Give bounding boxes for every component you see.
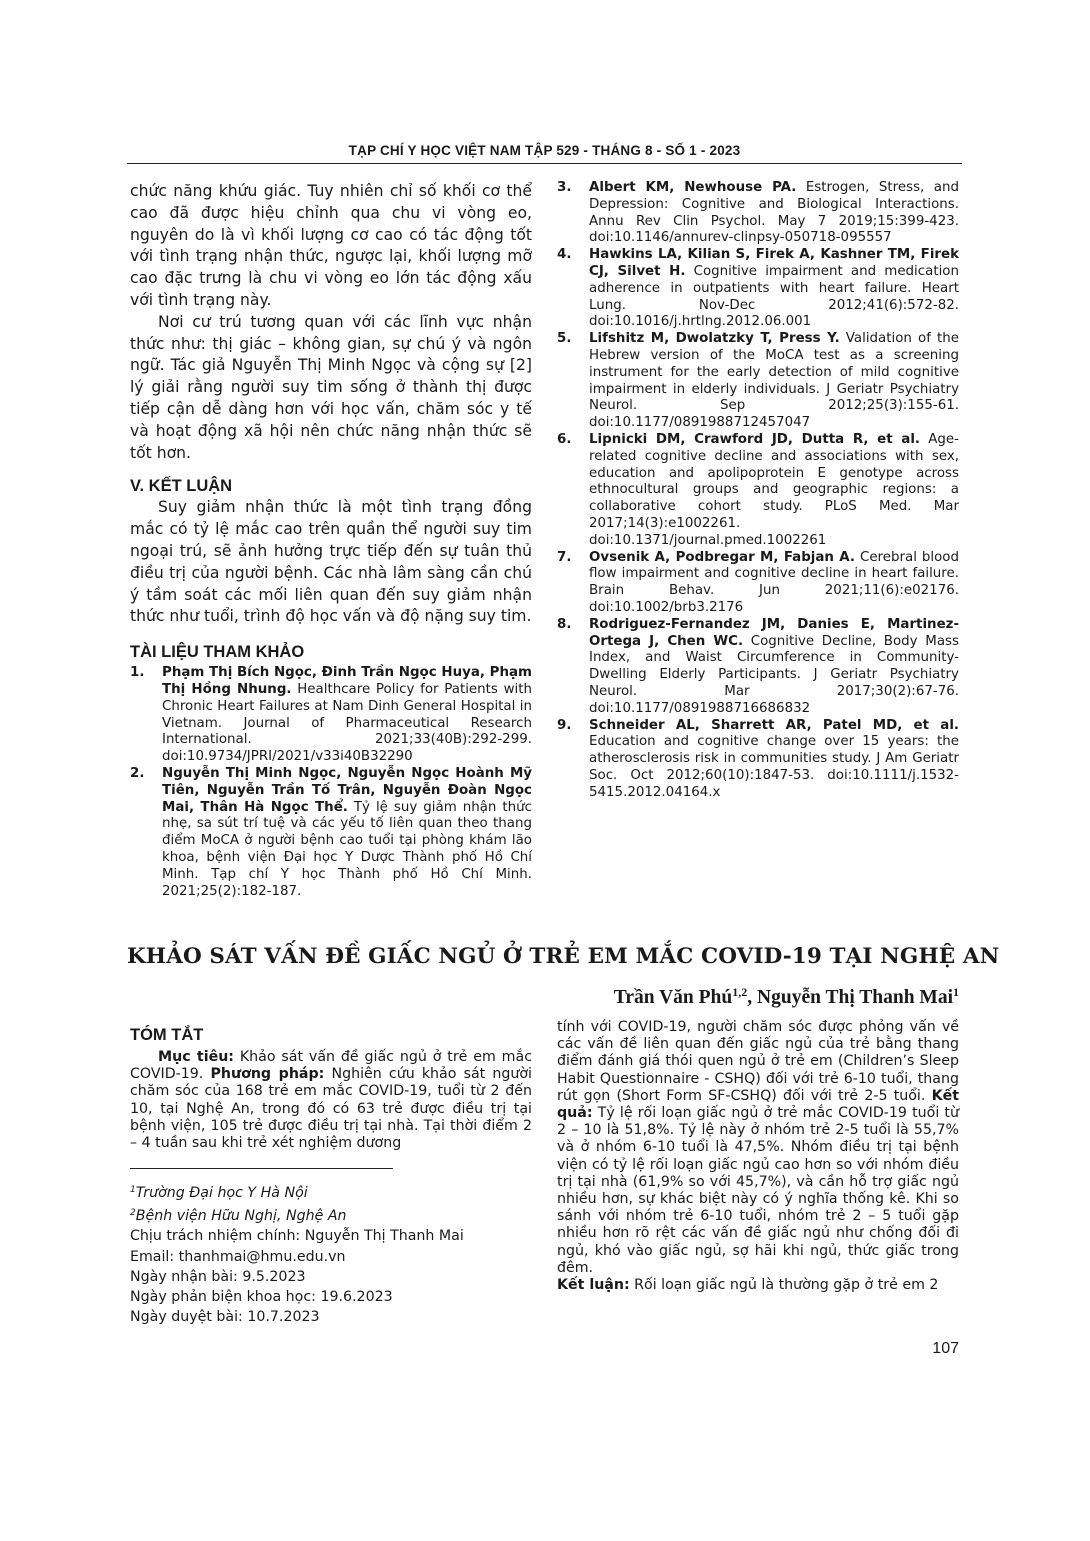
reference-authors: Lipnicki DM, Crawford JD, Dutta R, et al. (589, 431, 920, 447)
reference-authors: Schneider AL, Sharrett AR, Patel MD, et al. (589, 717, 959, 733)
reference-text: Validation of the Hebrew version of the MoCA test as a screening instrument for the early detection of mild cognitive impairment in elderly individuals. J Geriatr Psychiatry Neurol. Sep 2012;25(3):155-61. doi:10.1177/0891988712457047 (589, 331, 959, 431)
reference-list-left (130, 665, 532, 900)
reference-item (130, 766, 532, 900)
author-affiliation: 1,2 (732, 985, 748, 999)
reference-number: 2. (130, 765, 145, 781)
reference-item (557, 247, 959, 331)
reference-authors: Hawkins LA, Kilian S, Firek A, Kashner TM, Firek CJ, Silvet H. (589, 247, 959, 279)
affiliation-2 (130, 1203, 532, 1226)
responsible-author: Chịu trách nhiệm chính: Nguyễn Thị Thanh Mai (130, 1228, 464, 1245)
conclusion-text: Rối loạn giấc ngủ là thường gặp ở trẻ em 2 (629, 1277, 939, 1294)
email: Email: thanhmai@hmu.edu.vn (130, 1248, 346, 1265)
reference-number: 7. (557, 549, 572, 565)
footnotes (130, 1180, 532, 1327)
abstract-continuation (557, 1019, 959, 1277)
reference-number: 4. (557, 247, 572, 263)
reference-item (557, 718, 959, 802)
reference-item (130, 665, 532, 766)
reference-number: 1. (130, 665, 145, 681)
footnote-rule (130, 1168, 393, 1169)
abstract-paragraph (130, 1049, 532, 1152)
reference-authors: Lifshitz M, Dwolatzky T, Press Y. (589, 331, 840, 347)
header-rule (127, 163, 962, 164)
reference-number: 3. (557, 180, 572, 195)
author-name: Nguyễn Thị Thanh Mai (757, 987, 953, 1008)
author-name: Trần Văn Phú (613, 987, 733, 1008)
abstract-left (130, 1024, 532, 1152)
article-title: KHẢO SÁT VẤN ĐỀ GIẤC NGỦ Ở TRẺ EM MẮC COVID-19 TẠI NGHỆ AN (127, 944, 1000, 969)
affiliation-text: Bệnh viện Hữu Nghị, Nghệ An (135, 1208, 347, 1225)
conclusion-paragraph: Suy giảm nhận thức là một tình trạng đồng mắc có tỷ lệ mắc cao trên quần thể người suy tim ngoại trú, sẽ ảnh hưởng trực tiếp đến sự tuân thủ điều trị của người bệnh. Các nhà lâm sàng cần chú ý tầm soát các mối liên quan đến suy giảm nhận thức như tuổi, trình độ học vấn và độ nặng suy tim. (130, 498, 532, 626)
reference-text: Cerebral blood flow impairment and cognitive decline in heart failure. Brain Behav. Jun 2021;11(6):e02176. doi:10.1002/brb3.2176 (589, 549, 959, 615)
abstract-conclusion (557, 1277, 959, 1294)
reference-text: Healthcare Policy for Patients with Chronic Heart Failures at Nam Dinh General Hospital in Vietnam. Journal of Pharmaceutical Research International. 2021;33(40B):292-299. doi:10.9734/JPRI/2021/v33i40B32290 (162, 681, 532, 765)
page-number: 107 (932, 1340, 959, 1357)
reference-number: 8. (557, 616, 572, 632)
objective-text: Khảo sát vấn đề giấc ngủ ở trẻ em mắc COVID-19. (130, 1049, 532, 1083)
left-column (130, 181, 532, 900)
reference-item (557, 180, 959, 247)
method-label: Phương pháp: (210, 1066, 325, 1083)
result-text: Tỷ lệ rối loạn giấc ngủ ở trẻ mắc COVID-19 tuổi từ 2 – 10 là 51,8%. Tỷ lệ này ở nhóm trẻ 2-5 tuổi là 55,7% và ở nhóm 6-10 tuổi là 47,5%. Nhóm điều trị tại bệnh viện có tỷ lệ rối loạn giấc ngủ cao hơn so với nhóm điều trị tại nhà (61,9% so với 45,7%), và cần hỗ trợ giấc ngủ nhiều hơn, sự khác biệt này có ý nghĩa thống kê. Khi so sánh với nhóm trẻ 6-10 tuổi, nhóm trẻ 2 – 5 tuổi gặp nhiều hơn rõ rệt các vấn đề giấc ngủ như chống đối đi ngủ, khó vào giấc ngủ, sợ hãi khi ngủ, thức giấc trong đêm. (557, 1105, 959, 1276)
reference-text: Estrogen, Stress, and Depression: Cognitive and Biological Interactions. Annu Rev Clin Psychol. May 7 2019;15:399-423. doi:10.1146/annurev-clinpsy-050718-095557 (589, 180, 959, 246)
abstract-right (557, 1019, 959, 1294)
conclusion-heading: V. KẾT LUẬN (130, 477, 233, 496)
reference-authors: Rodriguez-Fernandez JM, Danies E, Martinez-Ortega J, Chen WC. (589, 616, 959, 649)
reference-list-right (557, 180, 959, 801)
references-heading: TÀI LIỆU THAM KHẢO (130, 643, 305, 662)
received-date: Ngày nhận bài: 9.5.2023 (130, 1268, 306, 1285)
journal-header: TẠP CHÍ Y HỌC VIỆT NAM TẬP 529 - THÁNG 8 - SỐ 1 - 2023 (348, 143, 741, 158)
review-date: Ngày phản biện khoa học: 19.6.2023 (130, 1289, 393, 1306)
result-label: Kết quả: (557, 1087, 959, 1122)
right-column (557, 180, 959, 801)
reference-item (557, 617, 959, 718)
reference-text: Cognitive impairment and medication adherence in outpatients with heart failure. Heart Lung. Nov-Dec 2012;41(6):572-82. doi:10.1016/j.hrtlng.2012.06.001 (589, 263, 959, 330)
reference-authors: Nguyễn Thị Minh Ngọc, Nguyễn Ngọc Hoành Mỹ Tiên, Nguyễn Trần Tố Trân, Nguyễn Đoàn Ngọc Mai, Thân Hà Ngọc Thể. (162, 765, 532, 815)
reference-authors: Albert KM, Newhouse PA. (589, 180, 797, 195)
conclusion-label: Kết luận: (557, 1277, 630, 1294)
abstract-cont-text: tính với COVID-19, người chăm sóc được phỏng vấn về các vấn đề liên quan đến giấc ngủ của trẻ bằng thang điểm đánh giá thói quen ngủ ở trẻ em (Children’s Sleep Habit Questionnaire - CSHQ) đối với trẻ 6-10 tuổi, thang rút gọn (Short Form SF-CSHQ) đối với trẻ 2-5 tuổi. (557, 1019, 959, 1104)
discussion-paragraph-1: chức năng khứu giác. Tuy nhiên chỉ số khối cơ thể cao đã được hiệu chỉnh qua chu vi vòng eo, nguyên do là vì khối lượng cơ cao có tác động tốt với tình trạng nhận thức, ngược lại, khối lượng mỡ cao đặc trưng là chu vi vòng eo lớn tác động xấu với tình trạng này. (130, 182, 532, 309)
approval-date: Ngày duyệt bài: 10.7.2023 (130, 1309, 320, 1326)
affiliation-text: Trường Đại học Y Hà Nội (135, 1185, 308, 1201)
reference-item (557, 432, 959, 550)
reference-text: Tỷ lệ suy giảm nhận thức nhẹ, sa sút trí tuệ và các yếu tố liên quan theo thang điểm MoCA ở người bệnh cao tuổi tại phòng khám lão khoa, bệnh viện Đại học Y Dược Thành phố Hồ Chí Minh. Tạp chí Y học Thành phố Hồ Chí Minh. 2021;25(2):182-187. (162, 799, 532, 899)
article-authors (614, 985, 959, 1009)
reference-authors: Ovsenik A, Podbregar M, Fabjan A. (589, 549, 856, 565)
reference-text: Education and cognitive change over 15 years: the atherosclerosis risk in communities study. J Am Geriatr Soc. Oct 2012;60(10):1847-53. doi:10.1111/j.1532-5415.2012.04164.x (589, 734, 959, 800)
reference-number: 6. (557, 431, 572, 447)
objective-label: Mục tiêu: (158, 1049, 234, 1065)
author-affiliation: 1 (953, 985, 959, 999)
reference-text: Age-related cognitive decline and associations with sex, education and apolipoprotein E genotype across ethnocultural groups and geographic regions: a collaborative cohort study. PLoS Med. Mar 2017;14(3):e1002261. doi:10.1371/journal.pmed.1002261 (589, 431, 959, 548)
reference-number: 9. (557, 717, 572, 733)
affiliation-marker: 2 (130, 1208, 136, 1219)
method-text: Nghiên cứu khảo sát người chăm sóc của 168 trẻ em mắc COVID-19, tuổi từ 2 đến 10, tại Nghệ An, trong đó có 63 trẻ được điều trị tại bệnh viện, 105 trẻ được điều trị tại nhà. Tại thời điểm 2 – 4 tuần sau khi trẻ xét nghiệm dương (130, 1066, 532, 1152)
abstract-heading: TÓM TẮT (130, 1026, 204, 1044)
affiliation-1 (130, 1180, 532, 1203)
author-separator: , (747, 987, 758, 1008)
reference-item (557, 331, 959, 432)
reference-number: 5. (557, 331, 572, 347)
reference-text: Cognitive Decline, Body Mass Index, and Waist Circumference in Community-Dwelling Elderly Participants. J Geriatr Psychiatry Neurol. Mar 2017;30(2):67-76. doi:10.1177/0891988716686832 (589, 633, 959, 716)
discussion-paragraph-2: Nơi cư trú tương quan với các lĩnh vực nhận thức như: thị giác – không gian, sự chú ý và ngôn ngữ. Tác giả Nguyễn Thị Minh Ngọc và cộng sự [2] lý giải rằng người suy tim sống ở thành thị được tiếp cận dễ dàng hơn với học vấn, chăm sóc y tế và hoạt động xã hội nên chức năng nhận thức sẽ tốt hơn. (130, 312, 532, 462)
reference-item (557, 550, 959, 617)
reference-authors: Phạm Thị Bích Ngọc, Đinh Trần Ngọc Huya, Phạm Thị Hồng Nhung. (162, 665, 532, 697)
affiliation-marker: 1 (130, 1185, 136, 1195)
